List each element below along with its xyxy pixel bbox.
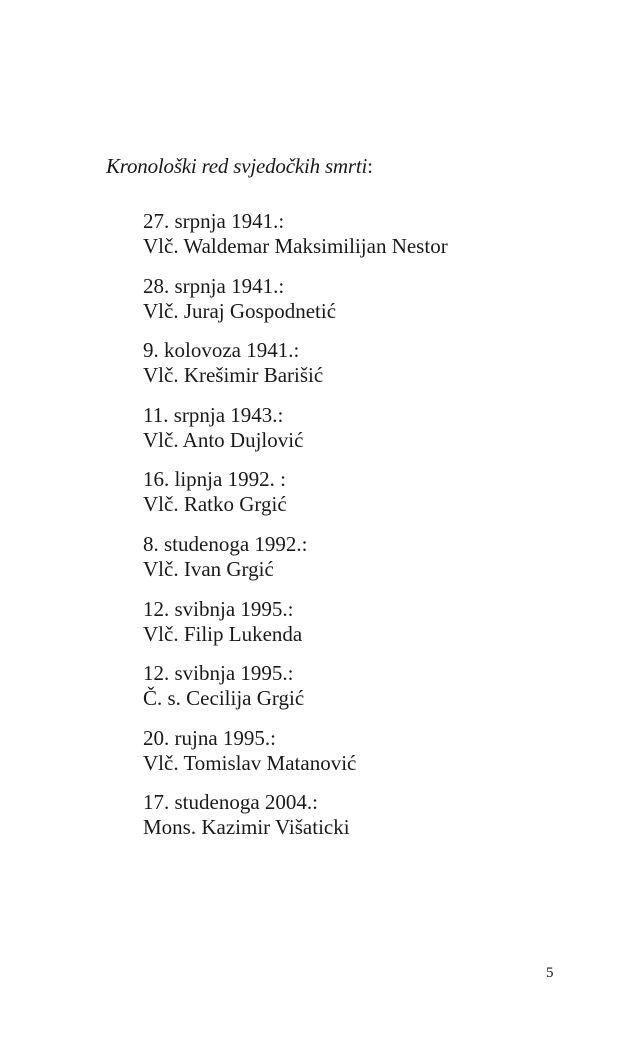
entry-name: Vlč. Ratko Grgić [143,492,287,517]
entry-name: Vlč. Waldemar Maksimilijan Nestor [143,234,448,258]
heading-colon: : [367,154,373,178]
entry-name: Vlč. Ivan Grgić [143,556,274,581]
entry-date: 17. studenoga 2004.: [143,790,318,815]
heading-text: Kronološki red svjedočkih smrti [106,154,368,178]
list-item [143,209,448,259]
list-item [143,790,448,840]
entry-name: Vlč. Juraj Gospodnetić [143,298,337,323]
entry-name: Vlč. Tomislav Matanović [143,750,357,775]
entry-date: 12. svibnja 1995.: [143,596,294,621]
entry-name: Č. s. Cecilija Grgić [143,686,305,711]
section-heading [106,154,373,179]
chronology-list [143,209,448,855]
entry-name: Vlč. Filip Lukenda [143,621,303,646]
list-item [143,661,448,711]
entry-date: 20. rujna 1995.: [143,725,276,750]
list-item [143,532,448,582]
list-item [143,467,448,517]
entry-date: 12. svibnja 1995.: [143,661,294,686]
list-item [143,726,448,776]
entry-date: 28. srpnja 1941.: [143,273,285,298]
entry-date: 16. lipnja 1992. : [143,467,286,492]
list-item [143,274,448,324]
entry-name: Vlč. Krešimir Barišić [143,363,324,388]
entry-date: 11. srpnja 1943.: [143,402,284,427]
entry-date: 8. studenoga 1992.: [143,531,308,556]
entry-date: 9. kolovoza 1941.: [143,338,300,363]
entry-date: 27. srpnja 1941.: [143,209,285,233]
entry-name: Mons. Kazimir Višaticki [143,815,350,840]
list-item [143,338,448,388]
list-item [143,403,448,453]
list-item [143,597,448,647]
page-number: 5 [546,965,554,981]
entry-name: Vlč. Anto Dujlović [143,427,304,452]
